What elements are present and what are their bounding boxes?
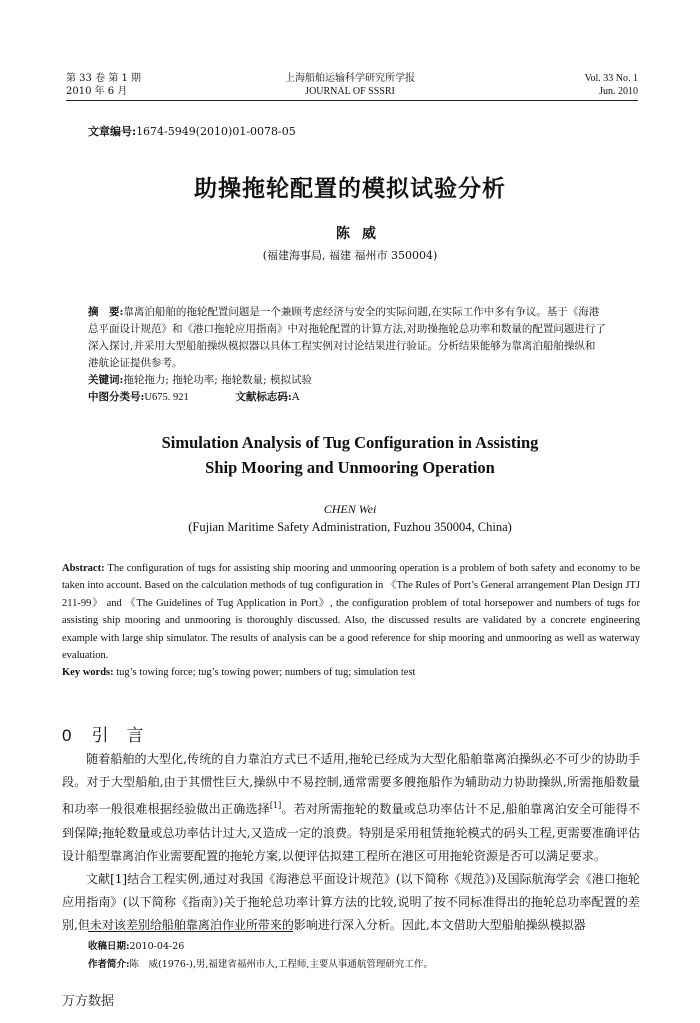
paragraph: 文献[1]结合工程实例,通过对我国《海港总平面设计规范》(以下简称《规范》)及国际航海学会《港口拖轮应用指南》(以下简称《指南》)关于拖轮总功率计算方法的比较,说明了按不同标准得出的拖轮总功率配置的差别,但未对该差别给船舶靠离泊作业所带来的影响进行深入分析。因此,本文借助大型船舶操纵模拟器 — [62, 872, 640, 933]
keywords-en: tug’s towing force; tug’s towing power; numbers of tug; simulation test — [116, 667, 416, 679]
english-title-line: Simulation Analysis of Tug Configuration in Assisting — [161, 433, 539, 452]
english-title — [0, 430, 700, 480]
article-number — [88, 123, 296, 139]
author-name-en: CHEN Wei — [323, 502, 377, 516]
section-title: 引言 — [91, 726, 162, 746]
volume-en: Vol. 33 No. 1 — [584, 73, 638, 84]
article-number-label: 文章编号: — [88, 125, 137, 138]
abstract-line: 港航论证提供参考。 — [88, 357, 183, 369]
keywords-en-label: Key words: — [62, 667, 114, 679]
journal-name-cn: 上海船舶运输科学研究所学报 — [285, 73, 415, 84]
section-number: 0 — [62, 726, 74, 745]
author-affiliation-en: (Fujian Maritime Safety Administration, Fuzhou 350004, China) — [188, 520, 512, 534]
received-label: 收稿日期: — [88, 941, 130, 952]
article-number-value: 1674-5949(2010)01-0078-05 — [136, 125, 296, 138]
abstract-line: 深入探讨,并采用大型船舶操纵模拟器以具体工程实例对讨论结果进行验证。分析结果能够为靠离泊船舶操纵和 — [88, 340, 596, 352]
clc-label: 中图分类号: — [88, 391, 145, 403]
volume-issue: 第 33 卷 第 1 期 — [66, 73, 141, 84]
keywords-cn: 拖轮拖力; 拖轮功率; 拖轮数量; 模拟试验 — [123, 374, 313, 386]
clc-value: U675. 921 — [144, 392, 189, 403]
abstract-label: 摘 要: — [88, 306, 124, 318]
abstract-line: 靠离泊船舶的拖轮配置问题是一个兼顾考虑经济与安全的实际问题,在实际工作中多有争议。基于《海港 — [123, 306, 600, 318]
section-heading — [62, 721, 161, 746]
author-bio — [88, 957, 433, 973]
abstract-line: 总平面设计规范》和《港口拖轮应用指南》中对拖轮配置的计算方法,对助操拖轮总功率和数量的配置问题进行了 — [88, 323, 606, 335]
date-en: Jun. 2010 — [599, 86, 638, 97]
watermark: 万方数据 — [62, 994, 115, 1009]
abstract-en — [62, 560, 640, 682]
bio-value: 陈 威(1976-),男,福建省福州市人,工程师,主要从事通航管理研究工作。 — [129, 959, 433, 970]
received-value: 2010-04-26 — [129, 941, 185, 952]
header-divider — [66, 100, 638, 101]
author-name: 陈威 — [336, 226, 388, 242]
doc-code-label: 文献标志码: — [235, 391, 292, 403]
bio-label: 作者简介: — [88, 959, 130, 970]
journal-name-en: JOURNAL OF SSSRI — [305, 86, 395, 97]
abstract-en-label: Abstract: — [62, 563, 105, 574]
abstract-cn — [88, 304, 633, 406]
publication-date: 2010 年 6 月 — [66, 86, 128, 97]
author-affiliation: (福建海事局, 福建 福州市 350004) — [262, 249, 438, 262]
footnote-divider — [88, 931, 293, 932]
body-text — [62, 748, 640, 938]
paragraph: 随着船舶的大型化,传统的自力靠泊方式已不适用,拖轮已经成为大型化船舶靠离泊操纵必不可少的协助手段。对于大型船舶,由于其惯性巨大,操纵中不易控制,通常需要多艘拖船作为辅助动力协助操纵,所需拖船数量和功率一般很难根据经验做出正确选择[1]。若对所需拖轮的数量或总功率估计不足,船舶靠离泊安全可能得不到保障;拖轮数量或总功率估计过大,又造成一定的浪费。特别是采用租赁拖轮模式的码头工程,更需要准确评估设计船型靠离泊作业需要配置的拖轮方案,以便评估拟建工程所在港区可用拖轮资源是否可以满足要求。 — [62, 752, 640, 863]
doc-code-value: A — [291, 391, 300, 403]
keywords-label: 关键词: — [88, 374, 124, 386]
page-title: 助操拖轮配置的模拟试验分析 — [194, 175, 506, 202]
journal-volume-en — [585, 72, 638, 98]
abstract-en-text: The configuration of tugs for assisting ship mooring and unmooring operation is a problem of both safety and economy to be taken into account. Based on the calculation methods of tug configuration in 《The Rules of Port’s General arrangement Plan Design JTJ 211-99》 and 《The Guidelines of Tug Application in Port》, the configuration problem of total horsepower and numbers of tugs for assisting ship mooring and unmooring is thoroughly discussed. Also, the discussed results are validated by a concrete engineering example with large ship simulator. The results of analysis can be a good reference for ship mooring and unmooring as well as waterway evaluation. — [62, 563, 640, 662]
received-date — [88, 939, 184, 955]
english-title-line: Ship Mooring and Unmooring Operation — [205, 458, 495, 477]
citation-ref: [1] — [269, 801, 282, 811]
